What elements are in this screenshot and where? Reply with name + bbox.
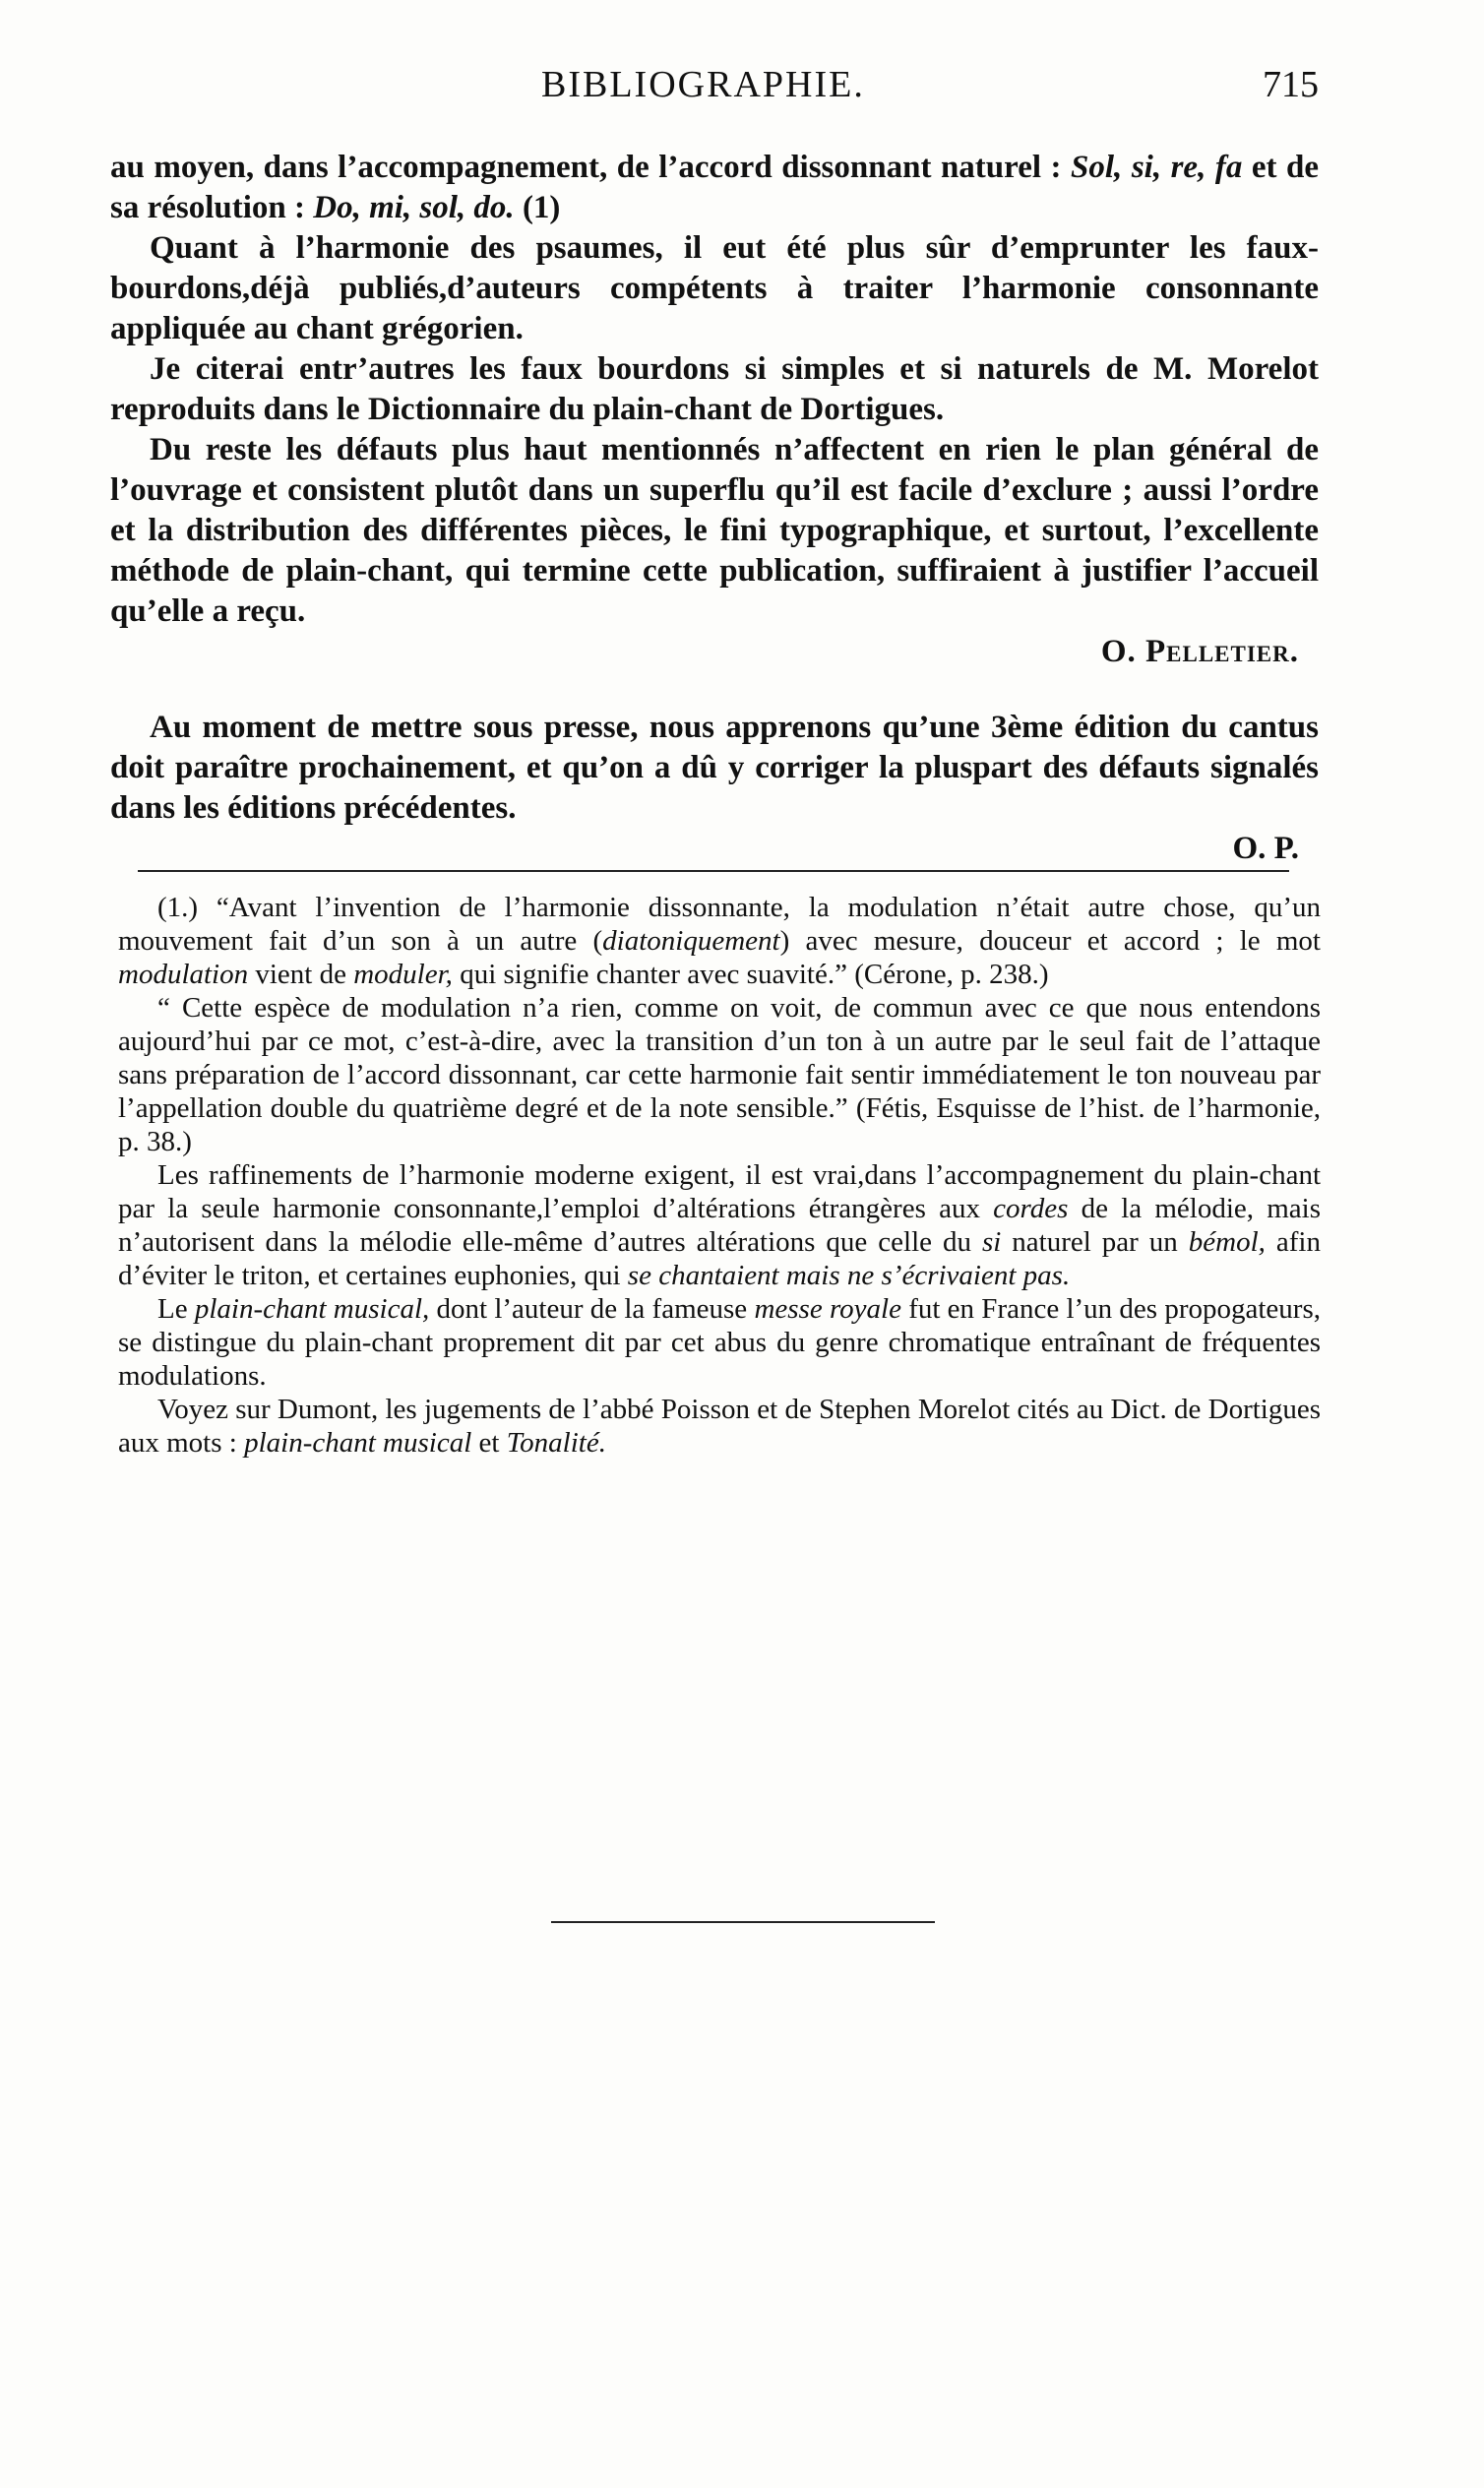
paragraph-5: Au moment de mettre sous presse, nous apprenons qu’une 3ème édition du cantus doit paraître prochainement, et qu’on a dû y corriger la pluspart des défauts signalés dans les éditions précédentes. (110, 710, 1319, 826)
italic-run: Do, mi, sol, do. (313, 190, 515, 225)
text-run: dont l’auteur de la fameuse (429, 1293, 755, 1325)
text-run: au moyen, dans l’accompagnement, de l’accord dissonnant naturel : (110, 150, 1072, 185)
italic-run: modulation (118, 959, 249, 990)
spacer (110, 672, 1319, 708)
text-run: et de sa résolution : (110, 150, 1320, 225)
text-run: et (471, 1427, 507, 1459)
italic-run: si (981, 1226, 1002, 1258)
text-run: (1.) “Avant l’invention de l’harmonie dissonnante, la modulation n’était autre chose, qu’un mouvement fait d’un son à un autre ( (118, 892, 1321, 957)
footnote-1 (118, 891, 1321, 991)
text-run: Le (157, 1293, 195, 1325)
text-run: afin d’éviter le triton, et certaines euphonies, qui (118, 1226, 1321, 1291)
text-run: ) avec mesure, douceur et accord ; le mot (779, 925, 1321, 957)
italic-run: Tonalité. (506, 1427, 606, 1459)
footnote-4 (118, 1292, 1321, 1393)
paragraph-3: Je citerai entr’autres les faux bourdons si simples et si naturels de M. Morelot reproduits dans le Dictionnaire du plain-chant de Dortigues. (110, 351, 1319, 427)
running-title: BIBLIOGRAPHIE. (541, 64, 865, 105)
paragraph-2: Quant à l’harmonie des psaumes, il eut été plus sûr d’emprunter les faux-bourdons,déjà publiés,d’auteurs compétents à traiter l’harmonie consonnante appliquée au chant grégorien. (110, 230, 1319, 346)
footnote-ref: (1) (514, 190, 561, 225)
footnotes (118, 891, 1321, 1460)
footnote-5 (118, 1393, 1321, 1460)
paragraph-4: Du reste les défauts plus haut mentionnés n’affectent en rien le plan général de l’ouvrage et consistent plutôt dans un superflu qu’il est facile d’exclure ; aussi l’ordre et la distribution des différentes pièces, le fini typographique, et surtout, l’excellente méthode de plain-chant, qui termine cette publication, suffiraient à justifier l’accueil qu’elle a reçu. (110, 432, 1319, 629)
italic-run: plain-chant musical (244, 1427, 472, 1459)
italic-run: se chantaient mais ne s’écrivaient pas. (627, 1260, 1071, 1291)
italic-run: cordes (993, 1193, 1069, 1224)
italic-run: diatoniquement (602, 925, 780, 957)
italic-run: moduler, (353, 959, 453, 990)
italic-run: bémol, (1188, 1226, 1266, 1258)
footnote-divider (138, 870, 1289, 872)
main-text (110, 148, 1319, 869)
signature-op: O. P. (1232, 831, 1299, 866)
page-header (118, 63, 1319, 122)
text-run: de la mélodie, mais n’autorisent dans la mélodie elle-même d’autres altérations que celle du (118, 1193, 1321, 1258)
end-rule (551, 1921, 935, 1923)
footnote-3 (118, 1158, 1321, 1292)
text-run: qui signifie chanter avec suavité.” (Cérone, p. 238.) (452, 959, 1049, 990)
paragraph-1 (110, 148, 1319, 228)
signature-pelletier: O. Pelletier. (1100, 634, 1299, 669)
text-run: Voyez sur Dumont, les jugements de l’abbé Poisson et de Stephen Morelot cités au Dict. de Dortigues aux mots : (118, 1394, 1321, 1459)
text-run: Les raffinements de l’harmonie moderne exigent, il est vrai,dans l’accompagnement du plain-chant par la seule harmonie consonnante,l’emploi d’altérations étrangères aux (118, 1159, 1321, 1224)
italic-run: Sol, si, re, fa (1071, 150, 1243, 185)
page-number: 715 (1263, 64, 1319, 105)
italic-run: messe royale (754, 1293, 901, 1325)
footnote-2: “ Cette espèce de modulation n’a rien, comme on voit, de commun avec ce que nous entendons aujourd’hui par ce mot, c’est-à-dire, avec la transition d’un ton à un autre par le seul fait de l’attaque sans préparation de l’accord dissonnant, car cette harmonie fait sentir immédiatement le ton nouveau par l’appellation double du quatrième degré et de la note sensible.” (Fétis, Esquisse de l’hist. de l’harmonie, p. 38.) (118, 992, 1321, 1157)
text-run: naturel par un (1001, 1226, 1189, 1258)
text-run: vient de (248, 959, 354, 990)
text-run: fut en France l’un des propogateurs, se distingue du plain-chant proprement dit par cet abus du genre chromatique entraînant de fréquentes modulations. (118, 1293, 1321, 1392)
italic-run: plain-chant musical, (194, 1293, 430, 1325)
